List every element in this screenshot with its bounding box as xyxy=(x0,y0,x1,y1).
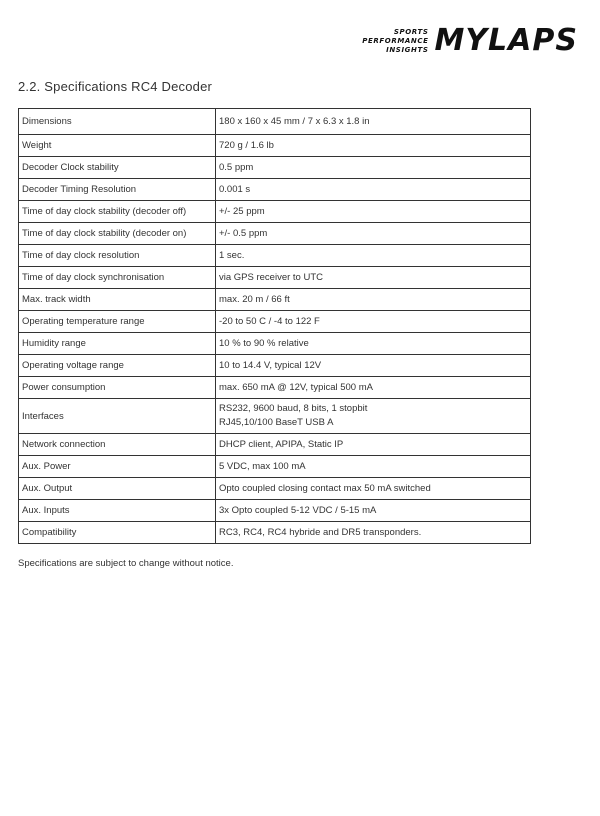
spec-row xyxy=(19,500,531,522)
mylaps-logo xyxy=(362,24,578,58)
spec-label: Humidity range xyxy=(19,333,216,355)
spec-label: Interfaces xyxy=(19,399,216,434)
brand-wordmark: MYLAPS xyxy=(434,23,578,58)
spec-row xyxy=(19,223,531,245)
spec-row xyxy=(19,377,531,399)
spec-value: 5 VDC, max 100 mA xyxy=(216,456,531,478)
spec-value: +/- 25 ppm xyxy=(216,201,531,223)
spec-row xyxy=(19,179,531,201)
spec-value: 180 x 160 x 45 mm / 7 x 6.3 x 1.8 in xyxy=(216,109,531,135)
spec-label: Time of day clock resolution xyxy=(19,245,216,267)
spec-row xyxy=(19,201,531,223)
spec-label: Aux. Inputs xyxy=(19,500,216,522)
spec-value: -20 to 50 C / -4 to 122 F xyxy=(216,311,531,333)
spec-value: 3x Opto coupled 5-12 VDC / 5-15 mA xyxy=(216,500,531,522)
specifications-table-body xyxy=(19,109,531,544)
spec-row xyxy=(19,267,531,289)
spec-row xyxy=(19,522,531,544)
spec-label: Decoder Timing Resolution xyxy=(19,179,216,201)
spec-label: Aux. Power xyxy=(19,456,216,478)
spec-row xyxy=(19,311,531,333)
spec-label: Power consumption xyxy=(19,377,216,399)
spec-label: Decoder Clock stability xyxy=(19,157,216,179)
spec-label: Operating temperature range xyxy=(19,311,216,333)
spec-row xyxy=(19,157,531,179)
spec-value: 0.5 ppm xyxy=(216,157,531,179)
spec-value: max. 20 m / 66 ft xyxy=(216,289,531,311)
spec-value: +/- 0.5 ppm xyxy=(216,223,531,245)
spec-value: 0.001 s xyxy=(216,179,531,201)
spec-value: DHCP client, APIPA, Static IP xyxy=(216,434,531,456)
spec-row xyxy=(19,456,531,478)
spec-value: max. 650 mA @ 12V, typical 500 mA xyxy=(216,377,531,399)
spec-value: via GPS receiver to UTC xyxy=(216,267,531,289)
spec-value: 10 % to 90 % relative xyxy=(216,333,531,355)
spec-row xyxy=(19,289,531,311)
spec-value: 720 g / 1.6 lb xyxy=(216,135,531,157)
spec-value: Opto coupled closing contact max 50 mA switched xyxy=(216,478,531,500)
spec-value: RC3, RC4, RC4 hybride and DR5 transponders. xyxy=(216,522,531,544)
spec-value: 1 sec. xyxy=(216,245,531,267)
tagline-line: SPORTS xyxy=(393,27,429,36)
spec-value: 10 to 14.4 V, typical 12V xyxy=(216,355,531,377)
spec-value-line: RJ45,10/100 BaseT USB A xyxy=(219,417,334,428)
spec-value xyxy=(216,399,531,434)
spec-row xyxy=(19,333,531,355)
spec-label: Max. track width xyxy=(19,289,216,311)
logo-tagline xyxy=(362,28,428,55)
spec-label: Time of day clock synchronisation xyxy=(19,267,216,289)
spec-label: Network connection xyxy=(19,434,216,456)
spec-row xyxy=(19,245,531,267)
tagline-line: INSIGHTS xyxy=(386,45,429,54)
spec-value-line: RS232, 9600 baud, 8 bits, 1 stopbit xyxy=(219,403,368,414)
spec-row xyxy=(19,135,531,157)
spec-label: Time of day clock stability (decoder on) xyxy=(19,223,216,245)
spec-row xyxy=(19,434,531,456)
spec-row xyxy=(19,478,531,500)
spec-row xyxy=(19,399,531,434)
spec-label: Dimensions xyxy=(19,109,216,135)
spec-label: Operating voltage range xyxy=(19,355,216,377)
footnote: Specifications are subject to change without notice. xyxy=(18,558,234,569)
spec-label: Aux. Output xyxy=(19,478,216,500)
spec-row xyxy=(19,109,531,135)
specifications-table xyxy=(18,108,531,544)
section-title: 2.2. Specifications RC4 Decoder xyxy=(18,79,213,94)
spec-label: Time of day clock stability (decoder off) xyxy=(19,201,216,223)
spec-row xyxy=(19,355,531,377)
tagline-line: PERFORMANCE xyxy=(362,36,429,45)
spec-label: Compatibility xyxy=(19,522,216,544)
spec-label: Weight xyxy=(19,135,216,157)
